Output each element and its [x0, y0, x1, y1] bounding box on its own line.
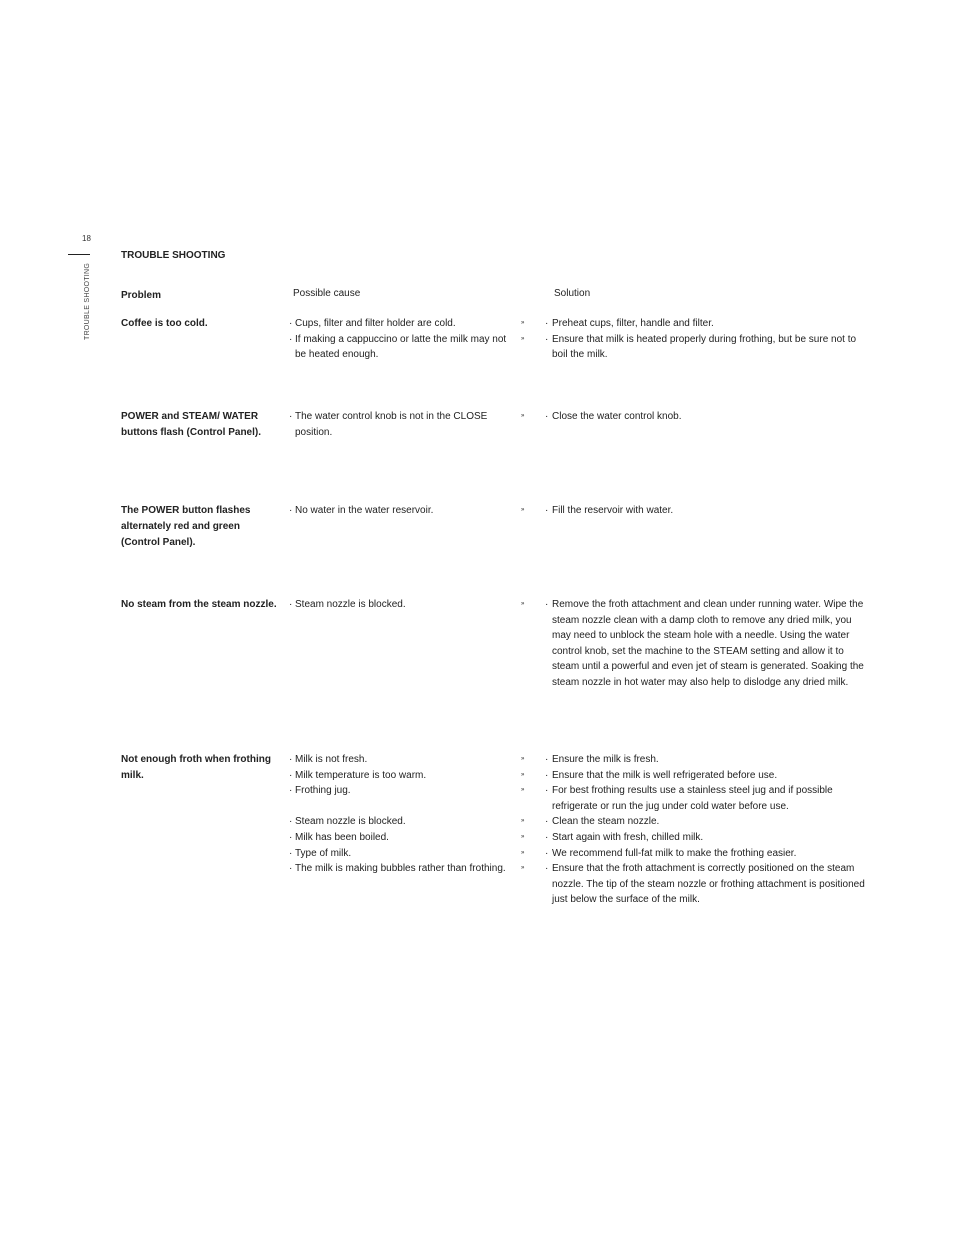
- solution-item: » · Ensure that milk is heated properly during frothing, but be sure not to boil the milk.: [521, 333, 857, 361]
- bullet-icon: ·: [545, 847, 549, 859]
- solution-list: [521, 316, 866, 363]
- arrow-icon: »: [521, 849, 525, 856]
- bullet-icon: ·: [289, 863, 293, 875]
- cause-item: · The milk is making bubbles rather than frothing.: [289, 861, 514, 877]
- bullet-icon: ·: [545, 831, 549, 843]
- bullet-icon: ·: [289, 599, 293, 610]
- solution-item: » · Preheat cups, filter, handle and filter.: [521, 316, 866, 332]
- bullet-icon: ·: [545, 599, 549, 610]
- side-section-label: TROUBLE SHOOTING: [84, 262, 91, 340]
- cause-item: · The water control knob is not in the CLOSE position.: [289, 411, 488, 438]
- arrow-icon: »: [521, 818, 525, 825]
- bullet-icon: ·: [289, 816, 293, 828]
- bullet-icon: ·: [545, 785, 549, 797]
- section-heading: TROUBLE SHOOTING: [121, 250, 226, 261]
- solution-list: [521, 597, 866, 691]
- bullet-icon: ·: [289, 333, 293, 345]
- problem-text: Not enough froth when frothing milk.: [121, 754, 271, 781]
- arrow-icon: »: [521, 865, 525, 872]
- arrow-icon: »: [521, 771, 525, 778]
- arrow-icon: »: [521, 601, 525, 607]
- solution-item: » · Start again with fresh, chilled milk.: [521, 830, 866, 846]
- solution-item: » · Clean the steam nozzle.: [521, 814, 866, 830]
- solution-item: » · Close the water control knob.: [521, 409, 866, 425]
- solution-item: » · For best frothing results use a stainless steel jug and if possible refrigerate or run the jug under cold water before use.: [521, 785, 833, 812]
- solution-list: [521, 752, 866, 908]
- arrow-icon: »: [521, 833, 525, 840]
- problem-text: The POWER button flashes alternately red and green (Control Panel).: [121, 505, 251, 548]
- bullet-icon: ·: [289, 785, 293, 797]
- bullet-icon: ·: [289, 318, 293, 329]
- arrow-icon: »: [521, 320, 525, 326]
- solution-item: » · Fill the reservoir with water.: [521, 503, 866, 519]
- cause-list: [289, 597, 514, 613]
- bullet-icon: ·: [545, 411, 549, 422]
- bullet-icon: ·: [545, 505, 549, 516]
- bullet-icon: ·: [289, 847, 293, 859]
- bullet-icon: ·: [545, 754, 549, 765]
- bullet-icon: ·: [289, 769, 293, 781]
- problem-text: POWER and STEAM/ WATER buttons flash (Control Panel).: [121, 411, 261, 438]
- arrow-icon: »: [521, 413, 525, 419]
- side-rule: [68, 254, 90, 255]
- solution-item: » · Ensure the milk is fresh.: [521, 752, 866, 768]
- page-number: 18: [82, 234, 91, 243]
- bullet-icon: ·: [289, 831, 293, 843]
- cause-item: · No water in the water reservoir.: [289, 503, 514, 519]
- cause-list: [289, 752, 514, 877]
- solution-item: » · We recommend full-fat milk to make the frothing easier.: [521, 846, 866, 862]
- list-spacer: [289, 799, 514, 815]
- solution-item: » · Remove the froth attachment and clean under running water. Wipe the steam nozzle clean with a damp cloth to remove any dried milk, you may need to unblock the steam hole with a needle. Using the water control knob, set the machine to the STEAM setting and allow it to steam until a powerful and even jet of steam is generated. Soaking the steam nozzle in hot water may also help to dislodge any dried milk.: [521, 599, 864, 688]
- cause-item: · Frothing jug.: [289, 783, 514, 799]
- cause-list: [289, 503, 514, 519]
- arrow-icon: »: [521, 787, 525, 794]
- cause-item: · Milk is not fresh.: [289, 752, 514, 768]
- cause-list: [289, 316, 514, 363]
- cause-item: · Milk temperature is too warm.: [289, 768, 514, 784]
- cause-item: · Steam nozzle is blocked.: [289, 814, 514, 830]
- cause-item: · Cups, filter and filter holder are cold.: [289, 316, 514, 332]
- solution-list: [521, 503, 866, 519]
- cause-list: [289, 409, 514, 440]
- cause-item: · Steam nozzle is blocked.: [289, 597, 514, 613]
- cause-item: · Milk has been boiled.: [289, 830, 514, 846]
- problem-text: No steam from the steam nozzle.: [121, 599, 277, 610]
- cause-item: · If making a cappuccino or latte the milk may not be heated enough.: [289, 333, 507, 361]
- bullet-icon: ·: [545, 863, 549, 875]
- solution-item: » · Ensure that the froth attachment is correctly positioned on the steam nozzle. The tip of the steam nozzle or frothing attachment is positioned just below the surface of the milk.: [521, 863, 865, 906]
- arrow-icon: »: [521, 335, 525, 342]
- arrow-icon: »: [521, 507, 525, 513]
- bullet-icon: ·: [545, 318, 549, 329]
- column-header-solution: Solution: [554, 288, 591, 299]
- solution-list: [521, 409, 866, 425]
- cause-item: · Type of milk.: [289, 846, 514, 862]
- problem-text: Coffee is too cold.: [121, 318, 208, 329]
- column-header-problem: Problem: [121, 290, 162, 301]
- arrow-icon: »: [521, 756, 525, 762]
- bullet-icon: ·: [289, 411, 293, 422]
- solution-item: » · Ensure that the milk is well refrigerated before use.: [521, 768, 866, 784]
- column-header-cause: Possible cause: [293, 288, 361, 299]
- bullet-icon: ·: [289, 754, 293, 765]
- bullet-icon: ·: [289, 505, 293, 516]
- bullet-icon: ·: [545, 816, 549, 828]
- bullet-icon: ·: [545, 769, 549, 781]
- bullet-icon: ·: [545, 333, 549, 345]
